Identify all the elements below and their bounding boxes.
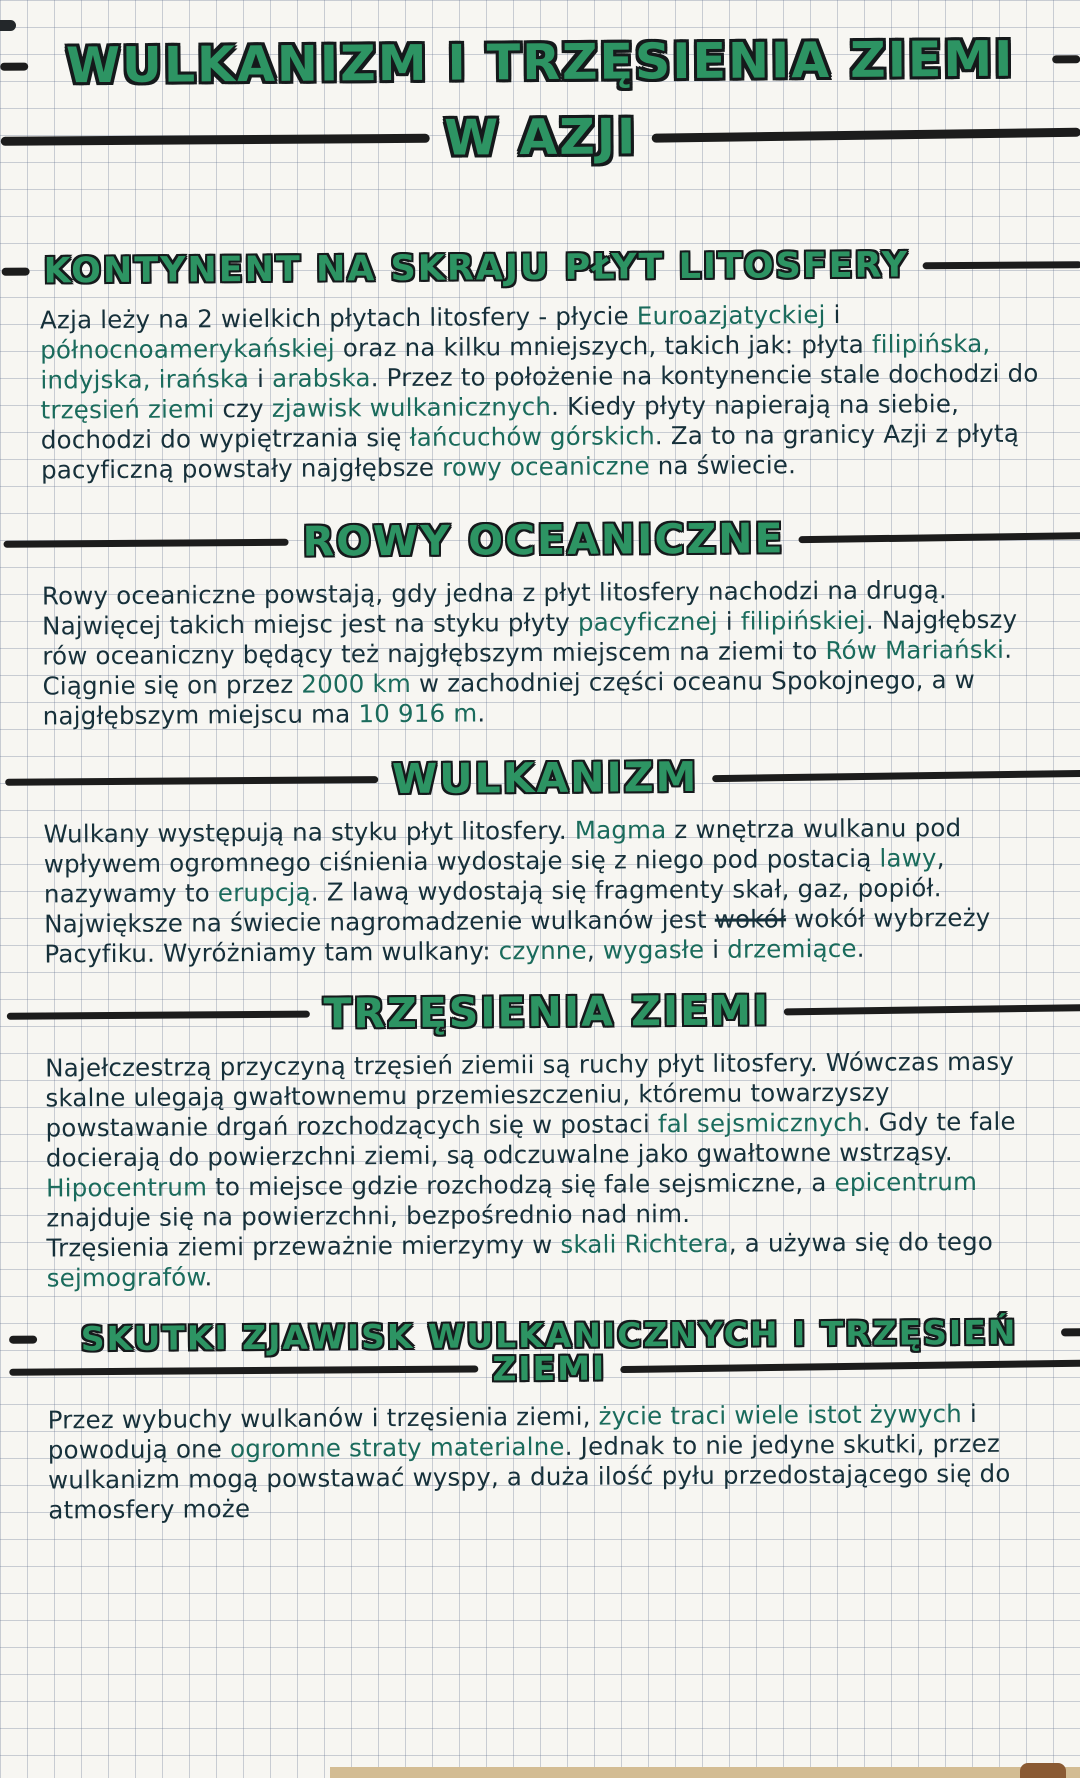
text-segment: , nazywamy to [43, 843, 953, 909]
text-segment: północnoamerykańskiej [40, 333, 335, 365]
section-heading-skutki-line2: ZIEMI [492, 1348, 607, 1389]
section-heading-row-kontynent [2, 244, 1080, 292]
text-segment: Rowy oceaniczne powstają, gdy jedna z płyt litosfery nachodzi na drugą. Najwięcej takich miejsc jest na styku płyty [41, 575, 956, 641]
paragraph-trzesienia [45, 1046, 1061, 1293]
title-row-2 [1, 105, 1080, 170]
paragraph-skutki [48, 1398, 1063, 1525]
text-segment: Przez wybuchy wulkanów i trzęsienia ziemi, [47, 1401, 599, 1435]
section-heading-row-wulkanizm [5, 750, 1080, 806]
section-heading-row-trzesienia [7, 984, 1080, 1040]
text-segment: filipińskiej [740, 605, 866, 636]
divider-line [651, 128, 1080, 143]
text-segment: Azja leży na 2 wielkich płytach litosfery - płycie [39, 301, 637, 335]
desk-surface [330, 1767, 1080, 1778]
text-segment: 2000 km [301, 668, 412, 699]
text-segment: zjawisk wulkanicznych [271, 391, 552, 423]
text-segment: rowy oceaniczne [441, 451, 650, 482]
divider-line [4, 538, 289, 547]
page-title: WULKANIZM I TRZĘSIENIA ZIEMI [65, 30, 1015, 95]
text-segment: i [704, 934, 728, 964]
text-segment: oraz na kilku mniejszych, takich jak: płyta [334, 329, 872, 363]
notes-content [0, 30, 1080, 1526]
paragraph-kontynent [40, 298, 1055, 485]
text-segment: w zachodniej części oceanu Spokojnego, a w najgłębszym miejscu ma [42, 664, 984, 731]
divider-line [620, 1360, 1080, 1374]
text-segment: znajduje się na powierzchni, bezpośrednio nad nim. Trzęsienia ziemi przeważnie mierzymy w [46, 1166, 986, 1263]
corner-smudge [0, 20, 16, 31]
text-segment: na świecie. [649, 450, 797, 481]
text-segment: . [477, 698, 486, 728]
text-segment: erupcją [217, 877, 311, 908]
divider-line [1, 134, 431, 146]
text-segment: sejmografów [46, 1262, 205, 1293]
text-segment: wokół wybrzeży Pacyfiku. Wyróżniamy tam wulkany: [44, 902, 999, 969]
divider-line [799, 532, 1080, 543]
section-heading-rowy: ROWY OCEANICZNE [302, 514, 785, 566]
divider-line [9, 1365, 478, 1375]
text-segment: Wulkany występują na styku płyt litosfery. [43, 815, 575, 849]
divider-line [712, 769, 1080, 781]
page-subtitle: W AZJI [444, 108, 638, 167]
divider-dash [9, 1335, 37, 1343]
text-segment: lawy [879, 843, 937, 873]
text-segment: . Jednak to nie jedyne skutki, przez wulkanizm mogą powstawać wyspy, a duża ilość pyłu przedostającego się do atmosfery może [47, 1428, 1019, 1525]
text-segment: , a używa się do tego [728, 1226, 1002, 1258]
text-segment: czy [214, 393, 272, 424]
text-segment: . Z lawą wydostają się fragmenty skał, gaz, popiół. Największe na świecie nagromadzenie wulkanów jest [44, 873, 950, 939]
divider-dash [1061, 1328, 1080, 1336]
text-segment: wokół [714, 904, 787, 934]
paragraph-rowy [42, 574, 1057, 731]
text-segment: . [856, 933, 865, 963]
text-segment: z wnętrza wulkanu pod wpływem ogromnego ciśnienia wydostaje się z niego pod postacią [43, 813, 970, 879]
desk-spot [1020, 1763, 1066, 1778]
text-segment: ogromne straty materialne [230, 1431, 565, 1464]
title-row-1 [0, 30, 1080, 95]
text-segment: trzęsień ziemi [40, 394, 215, 425]
text-segment: filipińska, indyjska, irańska [40, 328, 999, 395]
text-segment: skali Richtera [560, 1228, 729, 1259]
text-segment: . Za to na granicy Azji z płytą pacyficzną powstały najgłębsze [40, 418, 1028, 485]
text-segment: łańcuchów górskich [409, 421, 655, 452]
text-segment: . Przez to położenie na kontynencie stale dochodzi do [370, 358, 1047, 393]
text-segment: drzemiące [727, 933, 857, 964]
text-segment: . Ciągnie się on przez [42, 634, 1021, 701]
text-segment: 10 916 m [358, 698, 478, 729]
divider-line [7, 1010, 310, 1019]
text-segment: i [717, 606, 741, 636]
section-heading-row-rowy [3, 512, 1080, 568]
paragraph-wulkanizm [43, 812, 1058, 969]
divider-line [923, 261, 1080, 269]
section-heading-trzesienia: TRZĘSIENIA ZIEMI [323, 986, 771, 1038]
text-segment: arabska [271, 363, 371, 393]
divider-dash [1052, 55, 1080, 63]
text-segment: epicentrum [834, 1166, 978, 1197]
text-segment: Euroazjatyckiej [636, 300, 826, 331]
text-segment: Magma [574, 815, 667, 845]
text-segment: . Kiedy płyty napierają na siebie, dochodzi do wypiętrzania się [40, 389, 968, 455]
text-segment: życie traci wiele istot żywych [598, 1399, 963, 1431]
section-heading-kontynent: KONTYNENT NA SKRAJU PŁYT LITOSFERY [43, 245, 910, 292]
section-heading-wulkanizm: WULKANIZM [391, 752, 699, 804]
text-segment: . [204, 1262, 213, 1292]
divider-line [5, 776, 378, 786]
text-segment: Hipocentrum [45, 1172, 208, 1203]
text-segment: to miejsce gdzie rozchodzą się fale sejsmiczne, a [207, 1167, 835, 1202]
text-segment: fal sejsmicznych [657, 1107, 863, 1139]
divider-dash [0, 62, 28, 70]
text-segment: wygasłe [602, 934, 705, 965]
section-heading-skutki: SKUTKI ZJAWISK WULKANICZNYCH I TRZĘSIEŃ [80, 1312, 1018, 1359]
text-segment: . Gdy te fale docierają do powierzchni ziemi, są odczuwalne jako gwałtowne wstrząsy. [45, 1106, 1024, 1173]
text-segment: pacyficznej [577, 606, 718, 637]
text-segment: Najełczestrzą przyczyną trzęsień ziemii są ruchy płyt litosfery. Wówczas masy skalne ulegają gwałtownemu przemieszczeniu, któremu towarzyszy powstawanie drgań rozchodzących się w postaci [45, 1046, 1023, 1143]
text-segment: i powodują one [47, 1398, 986, 1465]
text-segment: i [248, 363, 273, 394]
divider-line [784, 1004, 1080, 1015]
text-segment: Rów Mariański [825, 634, 1005, 666]
divider-dash [2, 268, 30, 276]
text-segment: i [825, 299, 849, 330]
text-segment: , [586, 935, 603, 965]
text-segment: . Najgłębszy rów oceaniczny będący też najgłębszym miejscem na ziemi to [42, 604, 1026, 671]
text-segment: czynne [498, 935, 587, 966]
